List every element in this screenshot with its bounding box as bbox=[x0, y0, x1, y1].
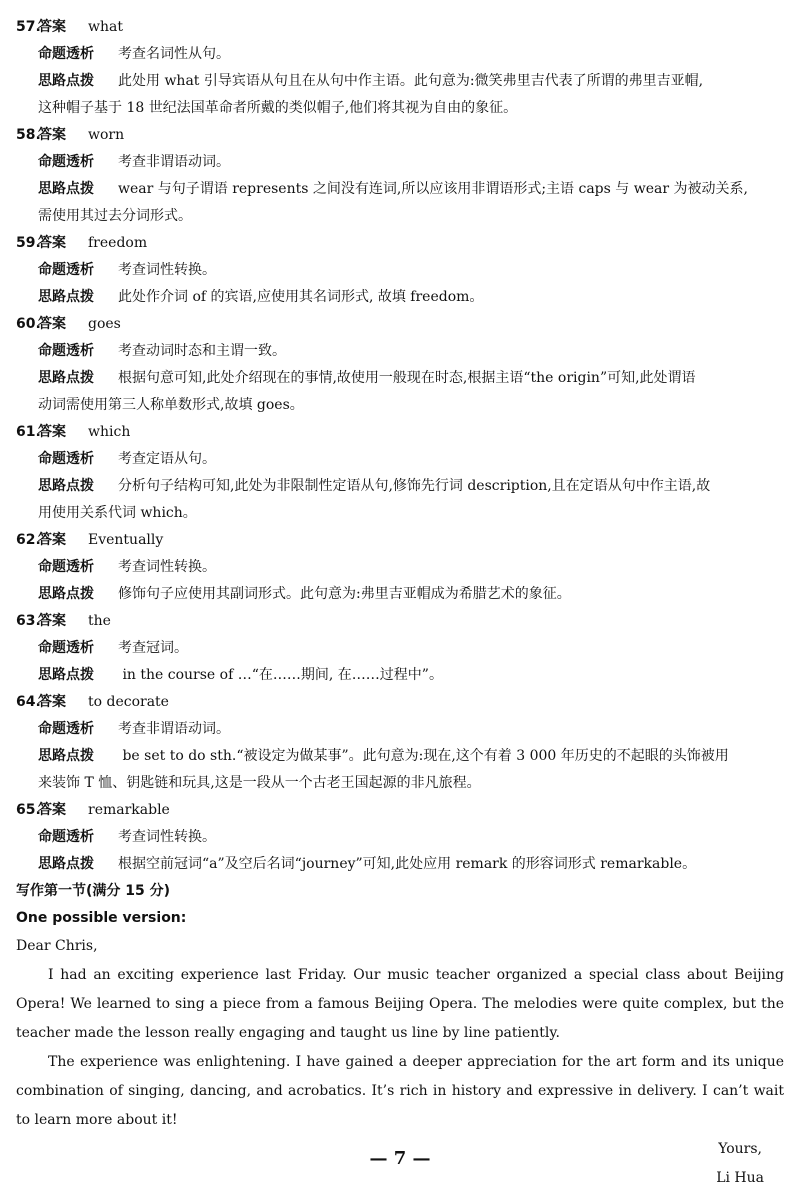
analysis-line bbox=[16, 338, 784, 365]
analysis-line bbox=[16, 257, 784, 284]
explain-text-1: be set to do sth.“被设定为做某事”。此句意为:现在,这个有着 3 000 年历史的不起眼的头饰被用 bbox=[118, 748, 729, 764]
explain-text-1: 此处作介词 of 的宾语,应使用其名词形式, 故填 freedom。 bbox=[118, 289, 484, 305]
answer-value: worn bbox=[88, 127, 125, 143]
answer-line bbox=[16, 797, 784, 824]
explain-line bbox=[16, 662, 784, 689]
explain-line bbox=[16, 473, 784, 500]
analysis-label: 命题透析 bbox=[38, 640, 94, 656]
analysis-label: 命题透析 bbox=[38, 451, 94, 467]
analysis-label: 命题透析 bbox=[38, 262, 94, 278]
analysis-label: 命题透析 bbox=[38, 343, 94, 359]
analysis-text: 考查词性转换。 bbox=[118, 829, 216, 845]
analysis-label: 命题透析 bbox=[38, 46, 94, 62]
analysis-text: 考查词性转换。 bbox=[118, 559, 216, 575]
explain-text-1: 分析句子结构可知,此处为非限制性定语从句,修饰先行词 description,且在定语从句中作主语,故 bbox=[118, 478, 711, 494]
explain-continuation-line bbox=[16, 500, 784, 527]
analysis-text: 考查词性转换。 bbox=[118, 262, 216, 278]
answer-label: 答案 bbox=[38, 613, 66, 629]
answer-line bbox=[16, 230, 784, 257]
explain-text-2: 动词需使用第三人称单数形式,故填 goes。 bbox=[38, 397, 304, 413]
analysis-text: 考查非谓语动词。 bbox=[118, 721, 230, 737]
answer-value: the bbox=[88, 613, 111, 629]
analysis-text: 考查冠词。 bbox=[118, 640, 188, 656]
answer-label: 答案 bbox=[38, 424, 66, 440]
answer-item bbox=[16, 689, 784, 797]
question-number: 62. bbox=[16, 532, 41, 548]
explain-line bbox=[16, 284, 784, 311]
answer-item bbox=[16, 419, 784, 527]
explain-text-2: 用使用关系代词 which。 bbox=[38, 505, 197, 521]
explain-line bbox=[16, 581, 784, 608]
explain-text-1: 修饰句子应使用其副词形式。此句意为:弗里吉亚帽成为希腊艺术的象征。 bbox=[118, 586, 571, 602]
essay-signature: Li Hua bbox=[716, 1170, 764, 1186]
question-number: 65. bbox=[16, 802, 41, 818]
explain-label: 思路点拨 bbox=[38, 667, 94, 683]
explain-label: 思路点拨 bbox=[38, 370, 94, 386]
explain-text-2: 来装饰 T 恤、钥匙链和玩具,这是一段从一个古老王国起源的非凡旅程。 bbox=[38, 775, 481, 791]
page-number: — 7 — bbox=[369, 1148, 431, 1169]
answer-line bbox=[16, 122, 784, 149]
analysis-text: 考查动词时态和主谓一致。 bbox=[118, 343, 286, 359]
essay-paragraph-1: I had an exciting experience last Friday. Our music teacher organized a special class about Beijing Opera! We learned to sing a piece from a famous Beijing Opera. The melodies were quite complex, but the teacher made the lesson really engaging and taught us line by line patiently. bbox=[16, 967, 784, 1041]
answer-item bbox=[16, 230, 784, 311]
explain-text-1: in the course of …“在……期间, 在……过程中”。 bbox=[118, 667, 443, 683]
analysis-line bbox=[16, 41, 784, 68]
answer-label: 答案 bbox=[38, 802, 66, 818]
explain-line bbox=[16, 851, 784, 878]
answer-label: 答案 bbox=[38, 19, 66, 35]
analysis-text: 考查名词性从句。 bbox=[118, 46, 230, 62]
answer-line bbox=[16, 527, 784, 554]
explain-continuation-line bbox=[16, 203, 784, 230]
answer-line bbox=[16, 311, 784, 338]
answer-line bbox=[16, 419, 784, 446]
explain-text-1: 此处用 what 引导宾语从句且在从句中作主语。此句意为:微笑弗里吉代表了所谓的弗里吉亚帽, bbox=[118, 73, 704, 89]
analysis-label: 命题透析 bbox=[38, 154, 94, 170]
answer-line bbox=[16, 689, 784, 716]
answer-value: which bbox=[88, 424, 131, 440]
answer-line bbox=[16, 608, 784, 635]
answer-item bbox=[16, 311, 784, 419]
essay-salutation: Dear Chris, bbox=[16, 938, 98, 954]
analysis-line bbox=[16, 554, 784, 581]
explain-text-2: 这种帽子基于 18 世纪法国革命者所戴的类似帽子,他们将其视为自由的象征。 bbox=[38, 100, 518, 116]
explain-continuation-line bbox=[16, 392, 784, 419]
question-number: 61. bbox=[16, 424, 41, 440]
explain-line bbox=[16, 176, 784, 203]
answer-item bbox=[16, 527, 784, 608]
answer-value: to decorate bbox=[88, 694, 169, 710]
answer-label: 答案 bbox=[38, 235, 66, 251]
answer-item bbox=[16, 14, 784, 122]
answer-list bbox=[16, 14, 784, 878]
essay-paragraph-2: The experience was enlightening. I have gained a deeper appreciation for the art form and its unique combination of singing, dancing, and acrobatics. It’s rich in history and expressive in delivery. I can’t wait to learn more about it! bbox=[16, 1054, 784, 1128]
explain-label: 思路点拨 bbox=[38, 181, 94, 197]
answer-value: remarkable bbox=[88, 802, 170, 818]
question-number: 60. bbox=[16, 316, 41, 332]
question-number: 58. bbox=[16, 127, 41, 143]
essay-closing: Yours, bbox=[718, 1141, 762, 1157]
explain-label: 思路点拨 bbox=[38, 586, 94, 602]
answer-item bbox=[16, 122, 784, 230]
explain-text-2: 需使用其过去分词形式。 bbox=[38, 208, 192, 224]
answer-value: freedom bbox=[88, 235, 148, 251]
explain-continuation-line bbox=[16, 770, 784, 797]
question-number: 59. bbox=[16, 235, 41, 251]
answer-label: 答案 bbox=[38, 316, 66, 332]
analysis-line bbox=[16, 824, 784, 851]
sample-version-label: One possible version: bbox=[16, 910, 187, 926]
explain-continuation-line bbox=[16, 95, 784, 122]
explain-label: 思路点拨 bbox=[38, 289, 94, 305]
answer-label: 答案 bbox=[38, 532, 66, 548]
question-number: 57. bbox=[16, 19, 41, 35]
analysis-text: 考查定语从句。 bbox=[118, 451, 216, 467]
analysis-label: 命题透析 bbox=[38, 721, 94, 737]
answer-item bbox=[16, 608, 784, 689]
answer-item bbox=[16, 797, 784, 878]
explain-text-1: wear 与句子谓语 represents 之间没有连词,所以应该用非谓语形式;主语 caps 与 wear 为被动关系, bbox=[118, 181, 748, 197]
analysis-label: 命题透析 bbox=[38, 559, 94, 575]
answer-line bbox=[16, 14, 784, 41]
explain-line bbox=[16, 68, 784, 95]
answer-label: 答案 bbox=[38, 127, 66, 143]
explain-text-1: 根据句意可知,此处介绍现在的事情,故使用一般现在时态,根据主语“the origin”可知,此处谓语 bbox=[118, 370, 696, 386]
question-number: 64. bbox=[16, 694, 41, 710]
analysis-line bbox=[16, 716, 784, 743]
explain-label: 思路点拨 bbox=[38, 748, 94, 764]
explain-label: 思路点拨 bbox=[38, 478, 94, 494]
answer-value: Eventually bbox=[88, 532, 164, 548]
writing-section-title: 写作第一节(满分 15 分) bbox=[16, 883, 171, 899]
explain-line bbox=[16, 743, 784, 770]
answer-value: goes bbox=[88, 316, 121, 332]
answer-value: what bbox=[88, 19, 123, 35]
question-number: 63. bbox=[16, 613, 41, 629]
analysis-text: 考查非谓语动词。 bbox=[118, 154, 230, 170]
answer-label: 答案 bbox=[38, 694, 66, 710]
explain-label: 思路点拨 bbox=[38, 856, 94, 872]
analysis-line bbox=[16, 635, 784, 662]
analysis-line bbox=[16, 446, 784, 473]
writing-section bbox=[16, 878, 784, 1193]
explain-text-1: 根据空前冠词“a”及空后名词“journey”可知,此处应用 remark 的形容词形式 remarkable。 bbox=[118, 856, 697, 872]
analysis-line bbox=[16, 149, 784, 176]
analysis-label: 命题透析 bbox=[38, 829, 94, 845]
explain-line bbox=[16, 365, 784, 392]
explain-label: 思路点拨 bbox=[38, 73, 94, 89]
